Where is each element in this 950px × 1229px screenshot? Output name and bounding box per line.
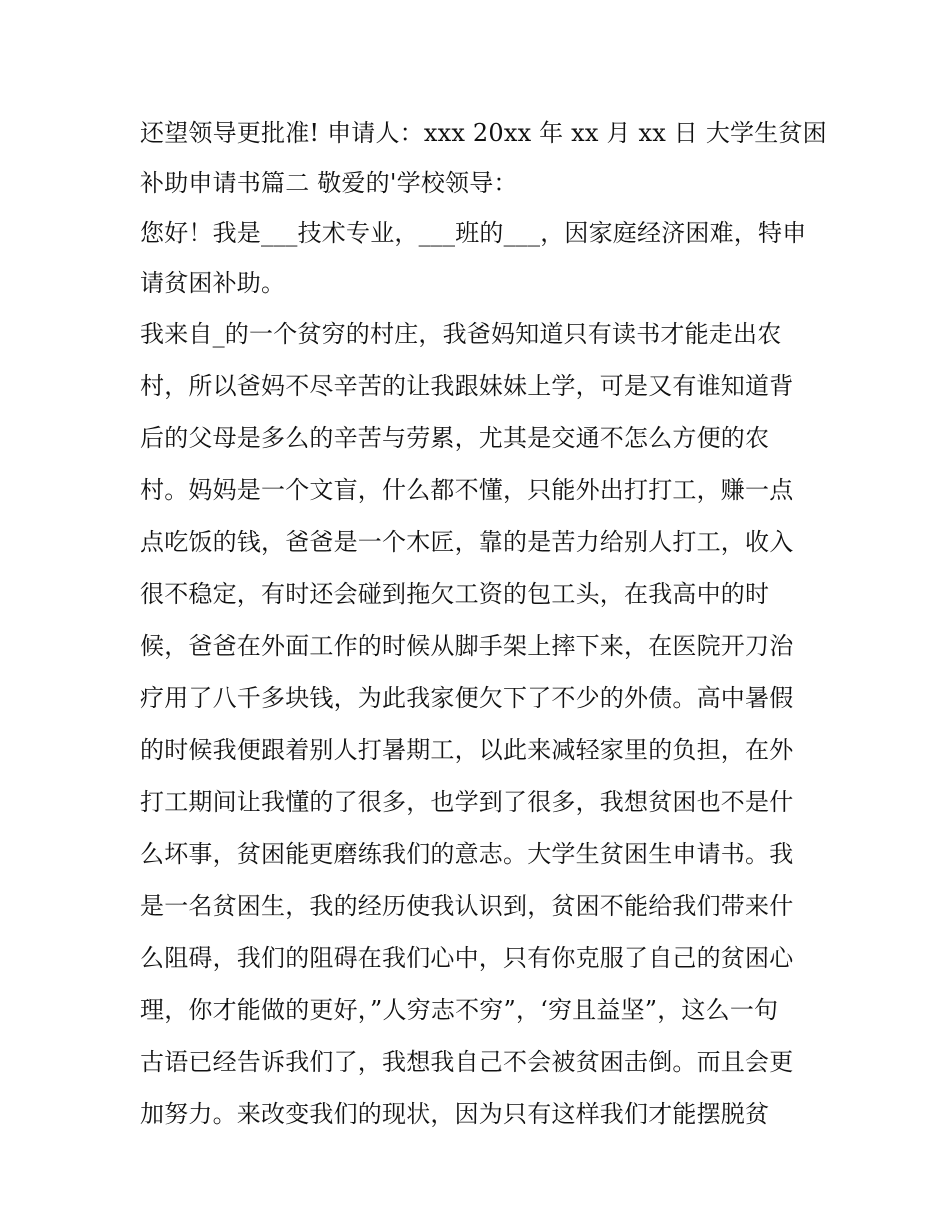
text-line-4: 请贫困补助。 xyxy=(140,269,286,297)
text-line-16: 是一名贫困生，我的经历使我认识到，贫困不能给我们带来什 xyxy=(140,892,794,920)
text-line-5: 我来自_的一个贫穷的村庄，我爸妈知道只有读书才能走出农 xyxy=(140,320,782,348)
text-line-6: 村，所以爸妈不尽辛苦的让我跟妹妹上学，可是又有谁知道背 xyxy=(140,372,794,400)
text-line-1: 还望领导更批准! 申请人：xxx 20xx 年 xx 月 xx 日 大学生贫困 xyxy=(140,119,827,147)
text-line-14: 打工期间让我懂的了很多，也学到了很多，我想贫困也不是什 xyxy=(140,788,794,816)
text-line-13: 的时候我便跟着别人打暑期工，以此来减轻家里的负担，在外 xyxy=(140,736,794,764)
text-line-20: 加努力。来改变我们的现状，因为只有这样我们才能摆脱贫 xyxy=(140,1100,770,1128)
text-line-12: 疗用了八千多块钱，为此我家便欠下了不少的外债。高中暑假 xyxy=(140,684,794,712)
text-line-8: 村。妈妈是一个文盲，什么都不懂，只能外出打打工，赚一点 xyxy=(140,476,794,504)
text-line-18: 理，你才能做的更好，”人穷志不穷”，‘穷且益坚”，这么一句 xyxy=(140,996,779,1024)
text-line-17: 么阻碍，我们的阻碍在我们心中，只有你克服了自己的贫困心 xyxy=(140,944,794,972)
text-line-9: 点吃饭的钱，爸爸是一个木匠，靠的是苦力给别人打工，收入 xyxy=(140,528,794,556)
document-body xyxy=(140,108,827,1140)
text-line-11: 候，爸爸在外面工作的时候从脚手架上摔下来，在医院开刀治 xyxy=(140,632,794,660)
text-line-7: 后的父母是多么的辛苦与劳累，尤其是交通不怎么方便的农 xyxy=(140,424,770,452)
text-line-3: 您好！我是___技术专业，___班的___，因家庭经济困难，特申 xyxy=(140,219,807,247)
text-line-15: 么坏事，贫困能更磨练我们的意志。大学生贫困生申请书。我 xyxy=(140,840,794,868)
text-line-10: 很不稳定，有时还会碰到拖欠工资的包工头，在我高中的时 xyxy=(140,580,770,608)
text-line-2: 补助申请书篇二 敬爱的'学校领导： xyxy=(140,169,518,197)
text-line-19: 古语已经告诉我们了，我想我自己不会被贫困击倒。而且会更 xyxy=(140,1048,794,1076)
